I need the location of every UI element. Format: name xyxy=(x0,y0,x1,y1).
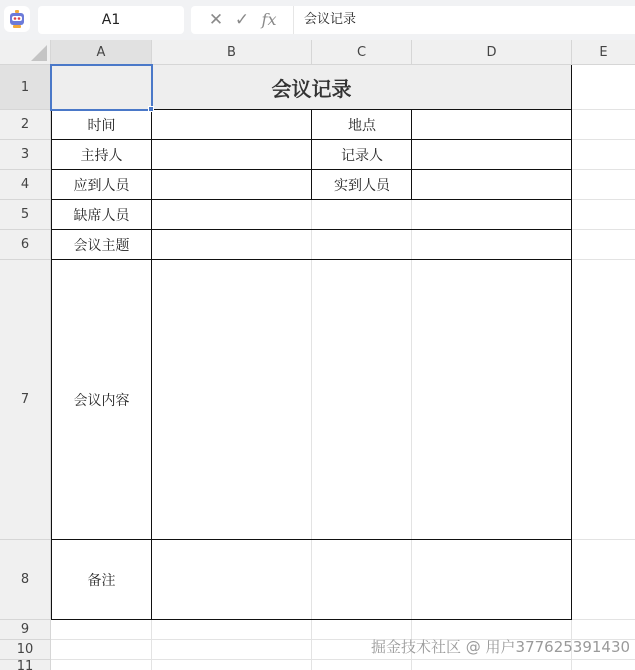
table-border xyxy=(51,539,572,540)
spreadsheet-grid[interactable] xyxy=(0,40,635,670)
content-value-cell[interactable] xyxy=(152,260,572,540)
topic-value-cell[interactable] xyxy=(152,230,572,260)
cancel-icon[interactable]: ✕ xyxy=(208,10,224,30)
name-box[interactable]: A1 xyxy=(38,6,184,34)
table-border xyxy=(51,229,572,230)
location-value-cell[interactable] xyxy=(412,110,572,140)
row-header-1[interactable]: 1 xyxy=(0,65,51,110)
content-label-cell[interactable]: 会议内容 xyxy=(73,393,130,409)
row-header-6[interactable]: 6 xyxy=(0,230,51,260)
remarks-value-cell[interactable] xyxy=(152,540,572,620)
formula-input[interactable]: 会议记录 xyxy=(304,12,357,27)
formula-separator xyxy=(293,6,294,34)
topic-label-cell[interactable]: 会议主题 xyxy=(73,238,130,254)
location-label-cell[interactable]: 地点 xyxy=(348,118,376,134)
column-header-b[interactable]: B xyxy=(152,40,312,65)
column-header-d[interactable]: D xyxy=(412,40,572,65)
table-border xyxy=(51,259,572,260)
select-all-triangle-icon xyxy=(31,45,47,61)
table-border xyxy=(51,65,52,620)
actual-attendees-value-cell[interactable] xyxy=(412,170,572,200)
expected-attendees-label-cell[interactable]: 应到人员 xyxy=(73,178,130,194)
title-cell[interactable]: 会议记录 xyxy=(51,65,572,110)
time-value-cell[interactable] xyxy=(152,110,312,140)
table-border xyxy=(51,619,572,620)
gridline xyxy=(51,659,635,660)
table-border xyxy=(571,65,572,620)
column-header-a[interactable]: A xyxy=(51,40,152,65)
insert-function-icon[interactable]: fx xyxy=(261,10,277,29)
table-border xyxy=(411,109,412,200)
recorder-label-cell[interactable]: 记录人 xyxy=(341,148,383,164)
absent-value-cell[interactable] xyxy=(152,200,572,230)
confirm-icon[interactable]: ✓ xyxy=(234,10,250,30)
recorder-value-cell[interactable] xyxy=(412,140,572,170)
table-border xyxy=(151,109,152,620)
robot-mascot-icon[interactable] xyxy=(4,6,30,32)
row-header-7[interactable]: 7 xyxy=(0,260,51,540)
active-cell-selection[interactable] xyxy=(50,64,153,111)
column-header-e[interactable]: E xyxy=(572,40,635,65)
row-header-4[interactable]: 4 xyxy=(0,170,51,200)
table-border xyxy=(311,109,312,200)
row-header-2[interactable]: 2 xyxy=(0,110,51,140)
host-value-cell[interactable] xyxy=(152,140,312,170)
fill-handle[interactable] xyxy=(148,106,154,112)
row-header-5[interactable]: 5 xyxy=(0,200,51,230)
time-label-cell[interactable]: 时间 xyxy=(87,118,116,134)
expected-attendees-value-cell[interactable] xyxy=(152,170,312,200)
formula-bar xyxy=(0,0,635,40)
absent-label-cell[interactable]: 缺席人员 xyxy=(73,208,130,224)
row-header-3[interactable]: 3 xyxy=(0,140,51,170)
formula-input-area xyxy=(191,6,635,34)
row-header-11[interactable]: 11 xyxy=(0,660,51,670)
select-all-corner[interactable] xyxy=(0,40,51,65)
watermark: 掘金技术社区 @ 用户377625391430 xyxy=(371,638,631,656)
row-header-9[interactable]: 9 xyxy=(0,620,51,640)
row-header-8[interactable]: 8 xyxy=(0,540,51,620)
remarks-label-cell[interactable]: 备注 xyxy=(87,573,116,589)
row-header-10[interactable]: 10 xyxy=(0,640,51,660)
host-label-cell[interactable]: 主持人 xyxy=(80,148,123,164)
column-header-c[interactable]: C xyxy=(312,40,412,65)
actual-attendees-label-cell[interactable]: 实到人员 xyxy=(334,178,390,194)
